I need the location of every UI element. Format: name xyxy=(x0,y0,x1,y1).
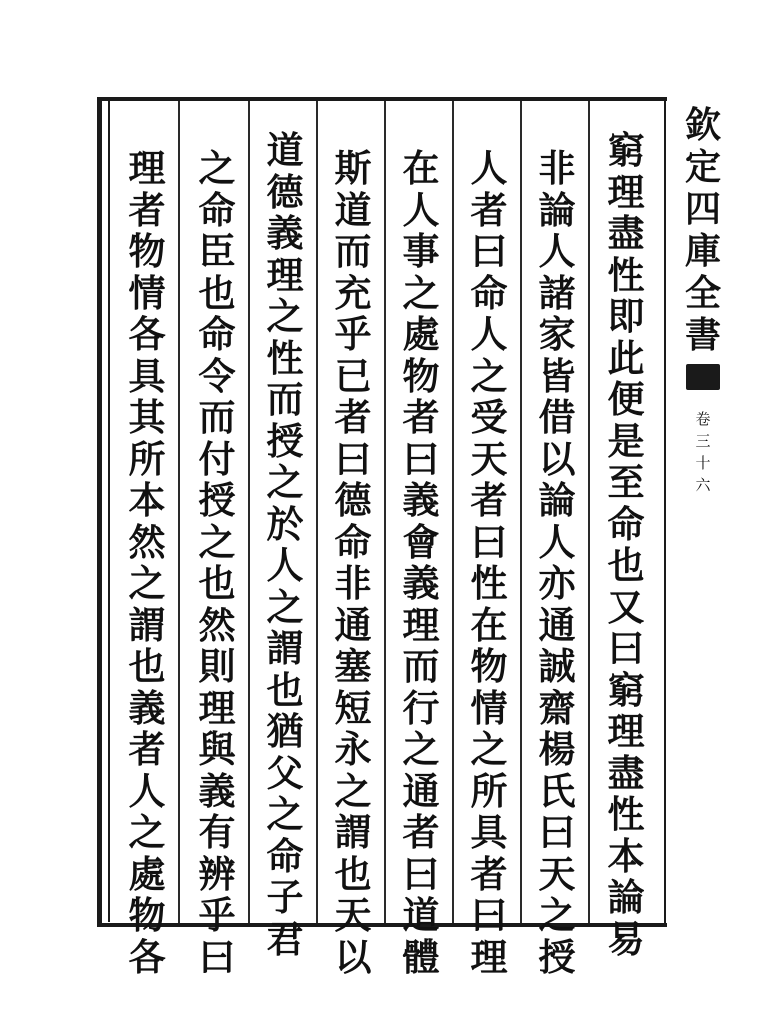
character: 已 xyxy=(334,353,372,398)
juan-character: 十 xyxy=(695,454,711,472)
character: 天 xyxy=(334,893,372,937)
character: 即 xyxy=(607,294,645,338)
character: 便 xyxy=(607,377,645,421)
column-rule xyxy=(248,101,250,923)
character: 家 xyxy=(538,312,576,356)
title-character: 欽 xyxy=(684,104,721,146)
character: 者 xyxy=(402,395,440,439)
character: 而 xyxy=(402,644,440,688)
character: 之 xyxy=(470,727,508,771)
column-rule xyxy=(520,101,522,923)
character: 之 xyxy=(266,584,304,629)
character: 論 xyxy=(607,875,645,919)
character: 通 xyxy=(334,602,372,647)
text-column-3 xyxy=(459,146,519,979)
character: 情 xyxy=(470,685,508,730)
character: 永 xyxy=(334,727,372,771)
character: 各 xyxy=(128,934,166,979)
character: 諸 xyxy=(538,270,576,315)
character: 曰 xyxy=(402,436,440,481)
character: 楊 xyxy=(538,727,576,771)
character: 性 xyxy=(607,252,645,297)
character: 窮 xyxy=(607,128,645,172)
text-column-8 xyxy=(117,146,177,979)
character: 論 xyxy=(538,478,576,522)
character: 性 xyxy=(470,561,508,605)
column-rule xyxy=(316,101,318,923)
character: 本 xyxy=(128,478,166,522)
character: 人 xyxy=(470,146,508,190)
title-character: 庫 xyxy=(684,230,721,272)
frame-inner-rule xyxy=(108,100,110,922)
character: 命 xyxy=(266,833,304,878)
character: 人 xyxy=(128,768,166,813)
character: 人 xyxy=(538,229,576,273)
character: 道 xyxy=(334,187,372,232)
character: 論 xyxy=(538,187,576,232)
character: 充 xyxy=(334,270,372,315)
character: 謂 xyxy=(128,602,166,647)
character: 謂 xyxy=(334,810,372,854)
character: 德 xyxy=(334,478,372,522)
character: 之 xyxy=(128,810,166,854)
character: 人 xyxy=(266,543,304,587)
character: 曰 xyxy=(538,810,576,854)
character: 易 xyxy=(607,916,645,961)
character: 乎 xyxy=(334,312,372,356)
character: 理 xyxy=(470,934,508,979)
title-character: 全 xyxy=(684,272,721,314)
character: 也 xyxy=(334,851,372,896)
column-rule xyxy=(178,101,180,923)
title-character: 四 xyxy=(684,188,721,230)
character: 然 xyxy=(128,519,166,564)
text-column-5 xyxy=(323,146,383,979)
character: 盡 xyxy=(607,750,645,795)
character: 之 xyxy=(266,460,304,504)
character: 也 xyxy=(198,270,236,315)
character: 曰 xyxy=(470,229,508,273)
character: 德 xyxy=(266,169,304,214)
juan-character: 六 xyxy=(695,476,711,494)
character: 命 xyxy=(334,519,372,564)
character: 之 xyxy=(402,727,440,771)
character: 理 xyxy=(402,602,440,647)
character: 猶 xyxy=(266,709,304,753)
character: 則 xyxy=(198,644,236,688)
character: 與 xyxy=(198,727,236,771)
character: 理 xyxy=(607,709,645,753)
character: 曰 xyxy=(470,519,508,564)
character: 曰 xyxy=(334,436,372,481)
character: 之 xyxy=(538,893,576,937)
character: 天 xyxy=(470,436,508,481)
character: 具 xyxy=(128,353,166,398)
character: 之 xyxy=(266,294,304,338)
character: 之 xyxy=(334,768,372,813)
character: 命 xyxy=(198,187,236,232)
character: 誠 xyxy=(538,644,576,688)
character: 通 xyxy=(538,602,576,647)
character: 者 xyxy=(128,187,166,232)
character: 行 xyxy=(402,685,440,730)
character: 齋 xyxy=(538,685,576,730)
character: 氏 xyxy=(538,768,576,813)
character: 此 xyxy=(607,335,645,380)
character: 又 xyxy=(607,584,645,629)
character: 也 xyxy=(607,543,645,587)
title-character: 書 xyxy=(684,314,721,356)
character: 命 xyxy=(470,270,508,315)
character: 窮 xyxy=(607,667,645,712)
character: 情 xyxy=(128,270,166,315)
character: 臣 xyxy=(198,229,236,273)
juan-character: 三 xyxy=(695,432,711,450)
text-column-6 xyxy=(255,128,315,961)
character: 受 xyxy=(470,395,508,439)
character: 義 xyxy=(402,478,440,522)
character: 盡 xyxy=(607,211,645,255)
character: 天 xyxy=(538,851,576,896)
character: 斯 xyxy=(334,146,372,190)
character: 子 xyxy=(266,875,304,919)
character: 者 xyxy=(402,810,440,854)
character: 理 xyxy=(198,685,236,730)
character: 物 xyxy=(128,893,166,937)
character: 物 xyxy=(470,644,508,688)
character: 所 xyxy=(470,768,508,813)
character: 曰 xyxy=(198,934,236,979)
character: 者 xyxy=(470,478,508,522)
character: 者 xyxy=(128,727,166,771)
character: 而 xyxy=(198,395,236,439)
character: 謂 xyxy=(266,626,304,670)
character: 道 xyxy=(266,128,304,172)
juan-character: 卷 xyxy=(695,410,711,428)
text-column-2 xyxy=(527,146,587,979)
column-rule xyxy=(384,101,386,923)
character: 然 xyxy=(198,602,236,647)
character: 義 xyxy=(402,561,440,605)
character: 非 xyxy=(334,561,372,605)
character: 之 xyxy=(402,270,440,315)
character: 在 xyxy=(470,602,508,647)
character: 曰 xyxy=(470,893,508,937)
character: 在 xyxy=(402,146,440,190)
character: 事 xyxy=(402,229,440,273)
character: 物 xyxy=(128,229,166,273)
character: 處 xyxy=(128,851,166,896)
character: 之 xyxy=(198,146,236,190)
character: 也 xyxy=(128,644,166,688)
character: 乎 xyxy=(198,893,236,937)
character: 體 xyxy=(402,934,440,979)
character: 亦 xyxy=(538,561,576,605)
fish-tail-mark xyxy=(686,364,720,390)
character: 者 xyxy=(470,187,508,232)
character: 之 xyxy=(266,792,304,836)
character: 之 xyxy=(128,561,166,605)
column-rule xyxy=(588,101,590,923)
character: 令 xyxy=(198,353,236,398)
character: 以 xyxy=(538,436,576,481)
character: 也 xyxy=(266,667,304,712)
character: 曰 xyxy=(402,851,440,896)
character: 辨 xyxy=(198,851,236,896)
fore-edge-margin xyxy=(668,104,738,496)
character: 有 xyxy=(198,810,236,854)
character: 命 xyxy=(607,501,645,546)
character: 物 xyxy=(402,353,440,398)
character: 所 xyxy=(128,436,166,481)
character: 至 xyxy=(607,460,645,504)
character: 是 xyxy=(607,418,645,463)
character: 君 xyxy=(266,916,304,961)
character: 而 xyxy=(266,377,304,421)
title-character: 定 xyxy=(684,146,721,188)
character: 也 xyxy=(198,561,236,605)
character: 授 xyxy=(198,478,236,522)
character: 性 xyxy=(266,335,304,380)
text-column-4 xyxy=(391,146,451,979)
character: 借 xyxy=(538,395,576,439)
character: 本 xyxy=(607,833,645,878)
character: 義 xyxy=(266,211,304,255)
character: 具 xyxy=(470,810,508,854)
character: 理 xyxy=(266,252,304,297)
character: 短 xyxy=(334,685,372,730)
character: 義 xyxy=(128,685,166,730)
column-rule xyxy=(452,101,454,923)
character: 性 xyxy=(607,792,645,836)
character: 理 xyxy=(128,146,166,190)
character: 以 xyxy=(334,934,372,979)
character: 道 xyxy=(402,893,440,937)
character: 人 xyxy=(470,312,508,356)
book-title xyxy=(685,104,721,356)
character: 授 xyxy=(266,418,304,463)
character: 處 xyxy=(402,312,440,356)
character: 者 xyxy=(470,851,508,896)
text-column-7 xyxy=(187,146,247,979)
character: 於 xyxy=(266,501,304,546)
character: 曰 xyxy=(607,626,645,670)
character: 之 xyxy=(470,353,508,398)
juan-number xyxy=(695,408,710,496)
character: 人 xyxy=(402,187,440,232)
character: 人 xyxy=(538,519,576,564)
character: 義 xyxy=(198,768,236,813)
character: 塞 xyxy=(334,644,372,688)
character: 理 xyxy=(607,169,645,214)
character: 各 xyxy=(128,312,166,356)
character: 其 xyxy=(128,395,166,439)
character: 會 xyxy=(402,519,440,564)
character: 父 xyxy=(266,750,304,795)
character: 通 xyxy=(402,768,440,813)
text-column-1 xyxy=(596,128,656,961)
character: 非 xyxy=(538,146,576,190)
character: 命 xyxy=(198,312,236,356)
frame-right-rule xyxy=(664,97,666,927)
character: 皆 xyxy=(538,353,576,398)
character: 付 xyxy=(198,436,236,481)
character: 授 xyxy=(538,934,576,979)
character: 者 xyxy=(334,395,372,439)
character: 而 xyxy=(334,229,372,273)
character: 之 xyxy=(198,519,236,564)
